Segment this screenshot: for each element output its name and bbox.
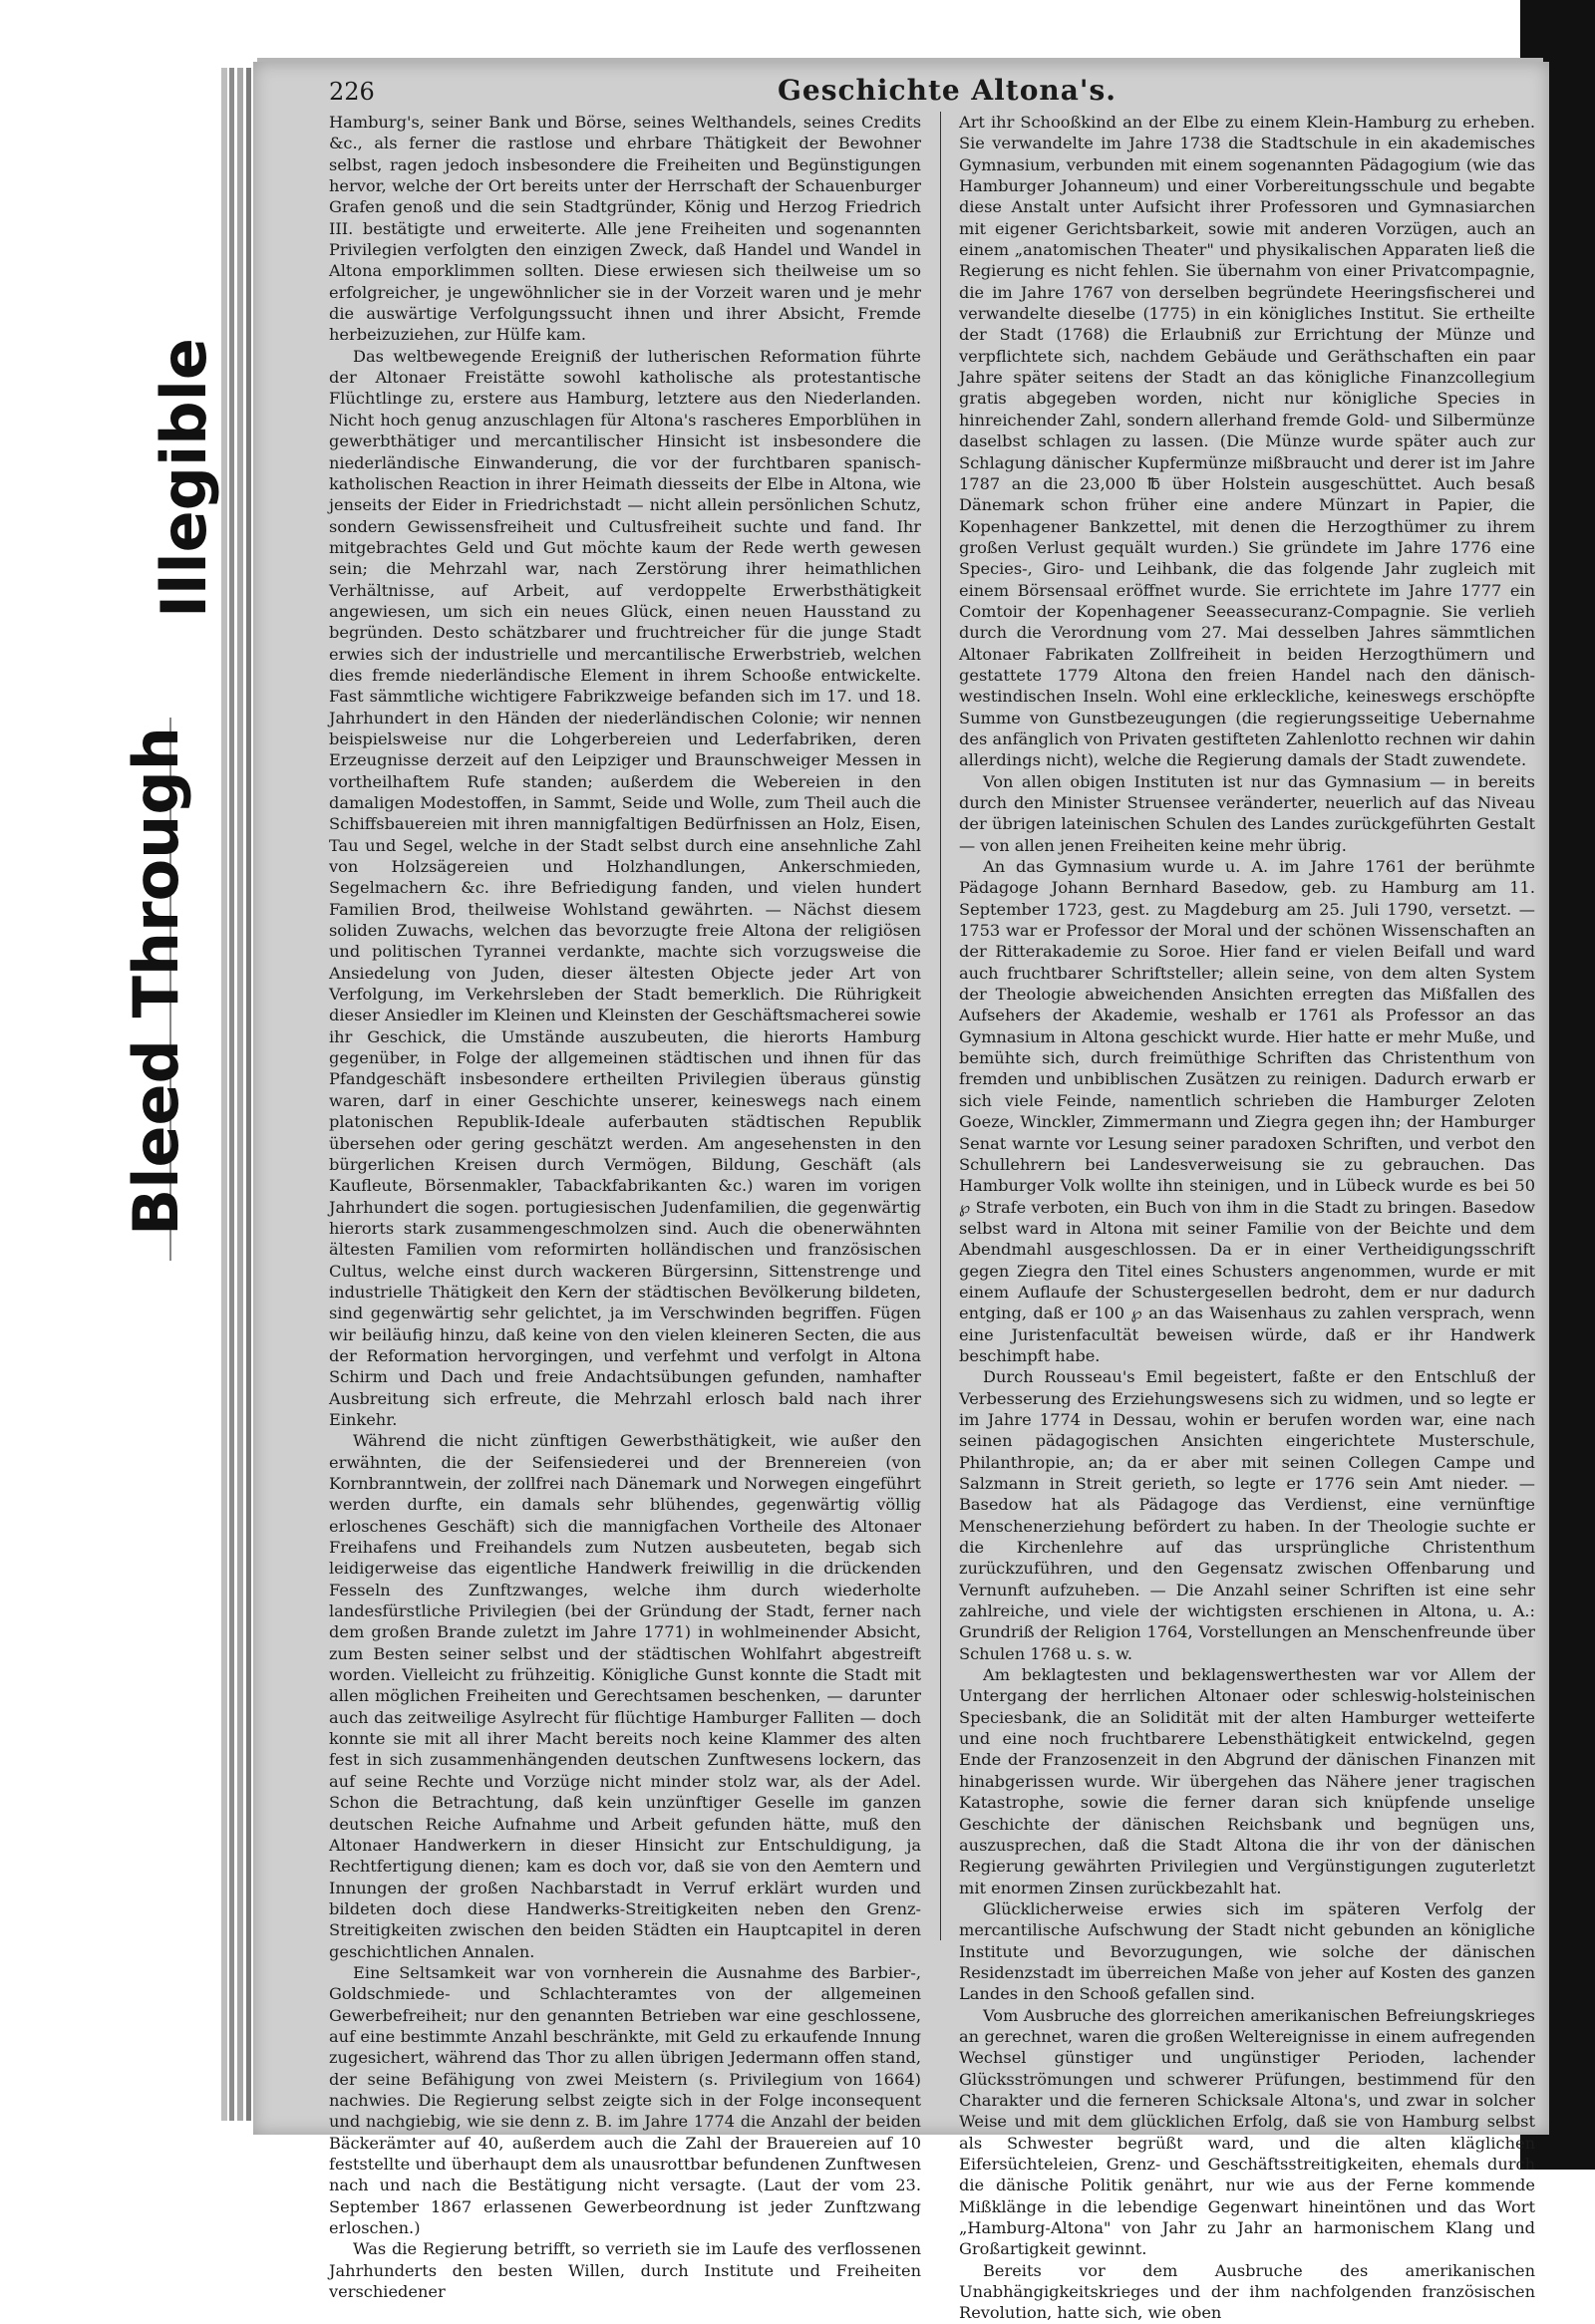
column-divider	[940, 112, 941, 1940]
paragraph: Bereits vor dem Ausbruche des amerikanischen Unabhängigkeitskrieges und der ihm nachfolgenden französischen Revolution, hatte sich, wie oben	[959, 2260, 1535, 2323]
left-column	[329, 112, 921, 2302]
page-edge	[229, 68, 234, 2121]
paragraph: Während die nicht zünftigen Gewerbsthätigkeit, wie außer den erwähnten, die der Seifensiederei und der Brennereien (von Kornbranntwein, der zollfrei nach Dänemark und Norwegen eingeführt werden durfte, ein damals sehr blühendes, gegenwärtig völlig erloschenes Geschäft) sich die mannigfachen Vortheile des Altonaer Freihafens und Freihandels zum Nutzen ausbeuteten, begab sich leidigerweise das eigentliche Handwerk freiwillig in die drückenden Fesseln des Zunftzwanges, welche ihm durch wiederholte landesfürstliche Privilegien (bei der Gründung der Stadt, ferner nach dem großen Brande zuletzt im Jahre 1771) in wohlmeinender Absicht, zum Besten seiner selbst und der städtischen Wohlfahrt abgestreift worden. Vielleicht zu frühzeitig. Königliche Gunst konnte die Stadt mit allen möglichen Freiheiten und Gerechtsamen beschenken, — darunter auch das zeitweilige Asylrecht für flüchtige Hamburger Falliten — doch konnte sie mit all ihrer Macht bereits noch keine Klammer des alten fest in sich zusammenhängenden deutschen Zunftwesens lockern, das auf seine Rechte und Vorzüge nicht minder stolz war, als der Adel. Schon die Betrachtung, daß kein unzünftiger Geselle im ganzen deutschen Reiche Aufnahme und Arbeit gefunden hätte, muß den Altonaer Handwerkern in dieser Hinsicht zur Entschuldigung, ja Rechtfertigung dienen; kam es doch vor, daß sie von den Aemtern und Innungen der großen Nachbarstadt in Verruf erklärt wurden und bildeten doch diese Handwerks-Streitigkeiten neben den Grenz-Streitigkeiten zwischen den beiden Städten ein Hauptcapitel in deren geschichtlichen Annalen.	[329, 1431, 921, 1961]
paragraph: Das weltbewegende Ereigniß der lutherischen Reformation führte der Altonaer Freistätte sowohl katholische als protestantische Flüchtlinge zu, erstere aus Hamburg, letztere aus den Niederlanden. Nicht hoch genug anzuschlagen für Altona's rascheres Emporblühen in gewerbthätiger und mercantilischer Hinsicht ist insbesondere die niederländische Einwanderung, die vor der furchtbaren spanisch-katholischen Reaction in ihrer Heimath diesseits der Elbe in Altona, wie jenseits der Eider in Friedrichstadt — nicht allein persönlichen Schutz, sondern Gewissensfreiheit und Cultusfreiheit suchte und fand. Ihr mitgebrachtes Geld und Gut möchte kaum der Rede werth gewesen sein; die Mehrzahl war, nach Zerstörung ihrer heimathlichen Verhältnisse, auf Arbeit, auf verdoppelte Erwerbsthätigkeit angewiesen, um sich ein neues Glück, einen neuen Hausstand zu begründen. Desto schätzbarer und fruchtreicher für die junge Stadt erwies sich der industrielle und mercantilische Erwerbstrieb, welchen dies fremde niederländische Element in ihrem Schooße entwickelte. Fast sämmtliche wichtigere Fabrikzweige befanden sich im 17. und 18. Jahrhundert in den Händen der niederländischen Colonie; wir nennen beispielsweise nur die Lohgerbereien und Lederfabriken, deren Erzeugnisse derzeit auf den Leipziger und Braunschweiger Messen in vortheilhaftem Rufe standen; außerdem die Webereien in den damaligen Modestoffen, in Sammt, Seide und Wolle, zum Theil auch die Schiffsbauereien mit ihren mannigfaltigen Bedürfnissen an Holz, Eisen, Tau und Segel, welche in der Stadt selbst durch eine ansehnliche Zahl von Holzsägereien und Holzhandlungen, Ankerschmieden, Segelmachern &c. ihre Befriedigung fanden, und vielen hundert Familien Brod, theilweise Wohlstand gewährten. — Nächst diesem soliden Zuwachs, welchen das bevorzugte freie Altona der religiösen und politischen Tyrannei verdankte, machte sich vorzugsweise die Ansiedelung von Juden, dieser ältesten Objecte jeder Art von Verfolgung, im Verkehrsleben der Stadt bemerklich. Die Rührigkeit dieser Ansiedler im Kleinen und Kleinsten der Geschäftsmacherei sowie ihr Geschick, die Umstände auszubeuten, die hierorts Hamburg gegenüber, in Folge der allgemeinen städtischen und ihnen für das Pfandgeschäft insbesondere ertheilten Privilegien überaus günstig waren, darf in einer Geschichte unserer, keineswegs nach einem platonischen Republik-Ideale auferbauten städtischen Republik übersehen oder gering geschätzt werden. Am angesehensten in den bürgerlichen Kreisen durch Vermögen, Bildung, Geschäft (als Kaufleute, Börsenmakler, Tabackfabrikanten &c.) waren im vorigen Jahrhundert die sogen. portugiesischen Judenfamilien, die gegenwärtig hierorts stark zusammengeschmolzen sind. Auch die obenerwähnten ältesten Familien vom reformirten holländischen und französischen Cultus, welche einst durch wackeren Bürgersinn, Sittenstrenge und industrielle Thätigkeit den Kern der städtischen Bevölkerung bildeten, sind gegenwärtig sehr gelichtet, ja im Verschwinden begriffen. Fügen wir beiläufig hinzu, daß keine von den vielen kleineren Secten, die aus der Reformation hervorgingen, und verfehmt und verfolgt in Altona Schirm und Dach und freie Andachtsübungen gefunden, namhafter Ausbreitung sich erfreute, die Mehrzahl erlosch bald nach ihrer Einkehr.	[329, 346, 921, 1429]
illegible-label: Illegible	[148, 338, 220, 618]
right-column	[959, 112, 1535, 2323]
page-edge	[237, 68, 243, 2121]
paragraph: Am beklagtesten und beklagenswerthesten war vor Allem der Untergang der herrlichen Altonaer oder schleswig-holsteinischen Speciesbank, die an Solidität mit der alten Hamburger wetteiferte und eine noch fruchtbarere Lebensthätigkeit entwickelnd, gegen Ende der Franzosenzeit in den Abgrund der dänischen Finanzen mit hinabgerissen wurde. Wir übergehen das Nähere jener tragischen Katastrophe, sowie die ferner daran sich knüpfende unselige Geschichte der dänischen Reichsbank und begnügen uns, auszusprechen, daß die Stadt Altona die ihr von der dänischen Regierung gewährten Privilegien und Vergünstigungen zuguterletzt mit enormen Zinsen zurückbezahlt hat.	[959, 1665, 1535, 1897]
running-title: Geschichte Altona's.	[778, 74, 1116, 107]
page-edge	[246, 68, 251, 2121]
paragraph: Art ihr Schooßkind an der Elbe zu einem Klein-Hamburg zu erheben. Sie verwandelte im Jahre 1738 die Stadtschule in ein akademisches Gymnasium, verbunden mit einem sogenannten Pädagogium (wie das Hamburger Johanneum) und einer Vorbereitungsschule und begabte diese Anstalt unter Aufsicht ihrer Professoren und Gymnasiarchen mit eigener Gerichtsbarkeit, sowie mit anderen Vorzügen, auch an einem „anatomischen Theater" und physikalischen Apparaten ließ die Regierung es nicht fehlen. Sie übernahm von einer Privatcompagnie, die im Jahre 1767 von derselben begründete Heeringsfischerei und verwandelte dieselbe (1775) in ein königliches Institut. Sie ertheilte der Stadt (1768) die Erlaubniß zur Errichtung der Münze und verpflichtete sich, nachdem Gebäude und Geräthschaften ein paar Jahre später seitens der Stadt an das königliche Finanzcollegium gratis abgegeben worden, nicht nur königliche Species in hinreichender Zahl, sondern allerhand fremde Gold- und Silbermünze daselbst schlagen zu lassen. (Die Münze wurde später auch zur Schlagung dänischer Kupfermünze mißbraucht und derer ist im Jahre 1787 an die 23,000 ℔ über Holstein ausgeschüttet. Auch besaß Dänemark schon früher eine andere Münzart in Papier, die Kopenhagener Bankzettel, mit denen die Herzogthümer zu ihrem großen Verlust gequält wurden.) Sie gründete im Jahre 1776 eine Species-, Giro- und Leihbank, die das folgende Jahr zugleich mit einem Börsensaal eröffnet wurde. Sie errichtete im Jahre 1777 ein Comtoir der Kopenhagener Seeassecuranz-Compagnie. Sie verlieh durch die Verordnung vom 27. Mai desselben Jahres sämmtlichen Altonaer Fabrikaten Zollfreiheit in beiden Herzogthümern und gestattete 1779 Altona den freien Handel nach den dänisch-westindischen Inseln. Wohl eine erkleckliche, keineswegs erschöpfte Summe von Gunstbezeugungen (die regierungsseitige Uebernahme des anfänglich von Privaten gestifteten Zahlenlotto rechnen wir dahin allerdings nicht), welche die Regierung damals der Stadt zuwendete.	[959, 113, 1535, 770]
paragraph: Glücklicherweise erwies sich im späteren Verfolg der mercantilische Aufschwung der Stadt nicht gebunden an königliche Institute und Bevorzugungen, wie solche der dänischen Residenzstadt im überreichen Maße von jeher auf Kosten des ganzen Landes in den Schooß gefallen sind.	[959, 1898, 1535, 2004]
paragraph: An das Gymnasium wurde u. A. im Jahre 1761 der berühmte Pädagoge Johann Bernhard Basedow, geb. zu Hamburg am 11. September 1723, gest. zu Magdeburg am 25. Juli 1790, versetzt. — 1753 war er Professor der Moral und der schönen Wissenschaften an der Ritterakademie zu Soroe. Hier fand er vielen Beifall und ward auch fruchtbarer Schriftsteller; allein seine, von dem alten System der Theologie abweichenden Ansichten erregten das Mißfallen des Aufsehers der Akademie, weshalb er 1761 als Professor an das Gymnasium in Altona geschickt wurde. Hier hatte er mehr Muße, und bemühte sich, durch freimüthige Schriften das Christenthum von fremden und unbiblischen Zusätzen zu reinigen. Dadurch erwarb er sich viele Feinde, namentlich schrieben die Hamburger Zeloten Goeze, Winckler, Zimmermann und Ziegra gegen ihn; der Hamburger Senat warnte vor Lesung seiner paradoxen Schriften, und verbot den Schullehrern bei Landesverweisung sie zu gebrauchen. Das Hamburger Volk wollte ihn steinigen, und in Lübeck wurde es bei 50 ℘ Strafe verboten, ein Buch von ihm in die Stadt zu bringen. Basedow selbst ward in Altona mit seiner Familie von der Beichte und dem Abendmahl ausgeschlossen. Da er in einer Vertheidigungsschrift gegen Ziegra den Titel eines Schusters angenommen, wurde er mit einem Auflaufe der Schustergesellen bedroht, dem er nur dadurch entging, daß er 100 ℘ an das Waisenhaus zu zahlen versprach, wenn eine Juristenfacultät beweisen würde, daß er ihr Handwerk beschimpft habe.	[959, 857, 1535, 1365]
bleed-through-label: Bleed Through	[120, 726, 192, 1236]
paragraph: Hamburg's, seiner Bank und Börse, seines Welthandels, seines Credits &c., als ferner die rastlose und ehrbare Thätigkeit der Bewohner selbst, ragen jedoch insbesondere die Freiheiten und Begünstigungen hervor, welche der Ort bereits unter der Herrschaft der Schauenburger Grafen genoß und die sein Stadtgründer, König und Herzog Friedrich III. bestätigte und erweiterte. Alle jene Freiheiten und sogenannten Privilegien verfolgten den einzigen Zweck, daß Handel und Wandel in Altona emporklimmen sollten. Diese erwiesen sich theilweise um so erfolgreicher, je ungewöhnlicher sie in der Vorzeit waren und je mehr die auswärtige Verfolgungssucht ihnen und ihrer Absicht, Fremde herbeizuziehen, zur Hülfe kam.	[329, 113, 921, 345]
page-number: 226	[329, 78, 375, 106]
paragraph: Vom Ausbruche des glorreichen amerikanischen Befreiungskrieges an gerechnet, waren die großen Weltereignisse in einem aufregenden Wechsel günstiger und ungünstiger Perioden, lachender Glücksströmungen und schwerer Prüfungen, bestimmend für den Charakter und die ferneren Schicksale Altona's, und zwar in solcher Weise und mit dem glücklichen Erfolg, daß sie von Hamburg selbst als Schwester begrüßt ward, und die alten kläglichen Eifersüchteleien, Grenz- und Geschäftsstreitigkeiten, ehemals durch die dänische Politik genährt, nur wie aus der Ferne kommende Mißklänge in die lebendige Gegenwart hineintönen und das Wort „Hamburg-Altona" von Jahr zu Jahr an harmonischem Klang und Großartigkeit gewinnt.	[959, 2005, 1535, 2259]
paragraph: Von allen obigen Instituten ist nur das Gymnasium — in bereits durch den Minister Struensee veränderter, neuerlich auf das Niveau der übrigen lateinischen Schulen des Landes zurückgeführten Gestalt — von allen jenen Freiheiten keine mehr übrig.	[959, 771, 1535, 855]
paragraph: Was die Regierung betrifft, so verrieth sie im Laufe des verflossenen Jahrhunderts den besten Willen, durch Institute und Freiheiten verschiedener	[329, 2239, 921, 2302]
paragraph: Durch Rousseau's Emil begeistert, faßte er den Entschluß der Verbesserung des Erziehungswesens sich zu widmen, und so legte er im Jahre 1774 in Dessau, wohin er berufen worden war, eine nach seinen pädagogischen Ansichten eingerichtete Musterschule, Philanthropie, an; da er aber mit seinen Collegen Campe und Salzmann in Streit gerieth, so legte er 1776 sein Amt nieder. — Basedow hat als Pädagoge das Verdienst, eine vernünftige Menschenerziehung befördert zu haben. In der Theologie suchte er die Kirchenlehre auf das ursprüngliche Christenthum zurückzuführen, und den Gegensatz zwischen Offenbarung und Vernunft aufzuheben. — Die Anzahl seiner Schriften ist eine sehr zahlreiche, und viele der wichtigsten erschienen in Altona, u. A.: Grundriß der Religion 1764, Vorstellungen an Menschenfreunde über Schulen 1768 u. s. w.	[959, 1367, 1535, 1663]
paragraph: Eine Seltsamkeit war von vornherein die Ausnahme des Barbier-, Goldschmiede- und Schlachteramtes von der allgemeinen Gewerbefreiheit; nur den genannten Betrieben war eine geschlossene, auf eine bestimmte Anzahl beschränkte, mit Geld zu erkaufende Innung zugesichert, während das Thor zu allen übrigen Jedermann offen stand, der seine Befähigung von zwei Meistern (s. Privilegium von 1664) nachwies. Die Regierung selbst zeigte sich in der Folge inconsequent und nachgiebig, wie sie denn z. B. im Jahre 1774 die Anzahl der beiden Bäckerämter auf 40, außerdem auch die Zahl der Brauereien auf 10 feststellte und überhaupt dem als unausrottbar befundenen Zunftwesen nach und nach die Bestätigung nicht versagte. (Laut der vom 23. September 1867 erlassenen Gewerbeordnung ist jeder Zunftzwang erloschen.)	[329, 1962, 921, 2238]
page-edge	[221, 68, 227, 2121]
